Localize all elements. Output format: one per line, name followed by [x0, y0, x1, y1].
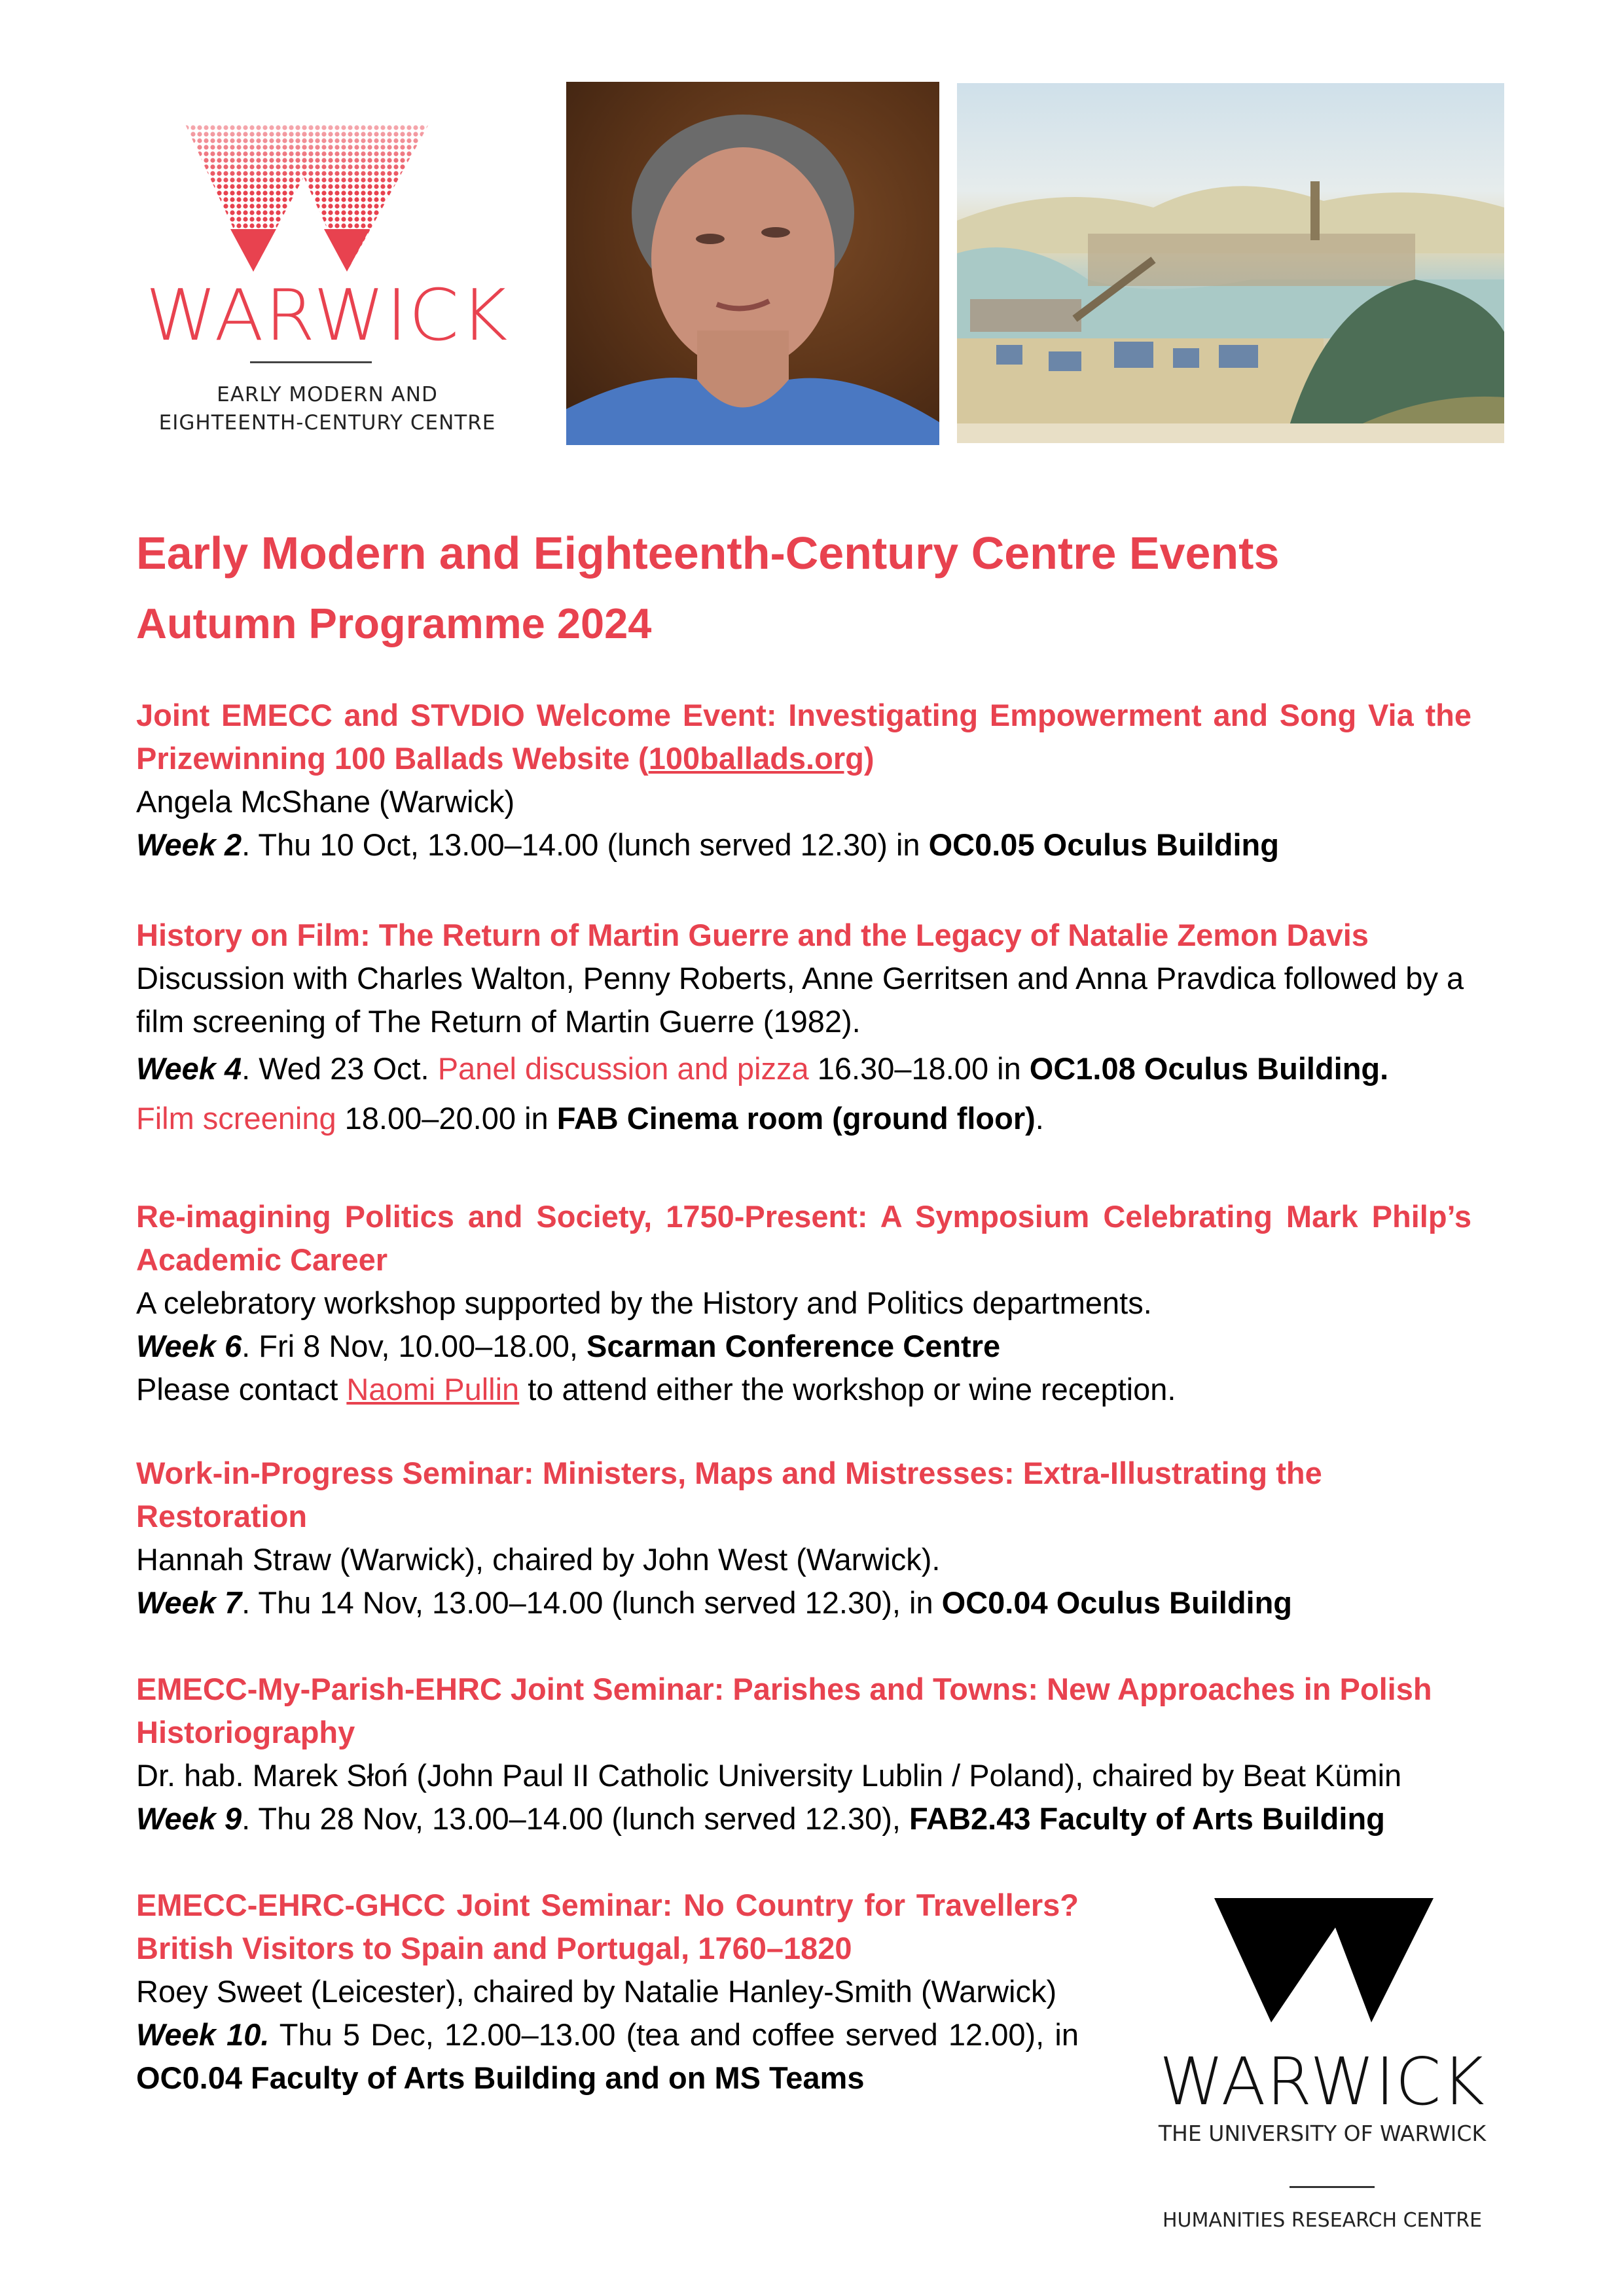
- event-venue-2: FAB Cinema room (ground floor): [556, 1101, 1036, 1136]
- page-title: Early Modern and Eighteenth-Century Centre Events: [136, 528, 1280, 579]
- event-heading: EMECC-EHRC-GHCC Joint Seminar: No Country for Travellers? British Visitors to Spain and Portugal, 1760–1820: [136, 1888, 1079, 1965]
- event-heading: Re-imagining Politics and Society, 1750-Present: A Symposium Celebrating Mark Philp’s Academic Career: [136, 1199, 1471, 1277]
- event-description: Discussion with Charles Walton, Penny Roberts, Anne Gerritsen and Anna Pravdica followed by a film screening of The Return of Martin Guerre (1982).: [136, 961, 1464, 1039]
- warwick-w-halftone-icon: [131, 124, 524, 275]
- event-venue: OC1.08 Oculus Building.: [1029, 1051, 1389, 1086]
- event-schedule: Week 9. Thu 28 Nov, 13.00–14.00 (lunch served 12.30), FAB2.43 Faculty of Arts Building: [136, 1801, 1385, 1836]
- naomi-pullin-link[interactable]: Naomi Pullin: [346, 1372, 520, 1407]
- event-2: [136, 914, 1471, 1140]
- event-3: [136, 1195, 1471, 1411]
- event-venue: OC0.05 Oculus Building: [928, 827, 1279, 862]
- event-schedule: Week 6. Fri 8 Nov, 10.00–18.00, Scarman Conference Centre: [136, 1329, 1001, 1363]
- event-1: [136, 694, 1471, 867]
- event-schedule: Week 10. Thu 5 Dec, 12.00–13.00 (tea and coffee served 12.00), in OC0.04 Faculty of Arts Building and on MS Teams: [136, 2017, 1079, 2095]
- event-heading: EMECC-My-Parish-EHRC Joint Seminar: Parishes and Towns: New Approaches in Polish Historiography: [136, 1672, 1432, 1749]
- event-contact: Please contact Naomi Pullin to attend either the workshop or wine reception.: [136, 1372, 1176, 1407]
- event-schedule: Week 7. Thu 14 Nov, 13.00–14.00 (lunch served 12.30), in OC0.04 Oculus Building: [136, 1585, 1293, 1620]
- cityscape-engraving: [957, 83, 1504, 443]
- hrc-logo-centre: HUMANITIES RESEARCH CENTRE: [1162, 2209, 1483, 2232]
- event-schedule: Week 2. Thu 10 Oct, 13.00–14.00 (lunch served 12.30) in OC0.05 Oculus Building: [136, 827, 1279, 862]
- emecc-logo-subtitle-2: EIGHTEENTH-CENTURY CENTRE: [158, 411, 496, 435]
- hrc-logo-divider: [1290, 2186, 1375, 2188]
- event-heading: History on Film: The Return of Martin Guerre and the Legacy of Natalie Zemon Davis: [136, 918, 1369, 952]
- screening-label: Film screening: [136, 1101, 336, 1136]
- portrait-photo: [566, 82, 939, 445]
- event-schedule-2: Film screening 18.00–20.00 in FAB Cinema room (ground floor).: [136, 1101, 1044, 1136]
- event-description: A celebratory workshop supported by the History and Politics departments.: [136, 1285, 1152, 1320]
- event-speaker: Roey Sweet (Leicester), chaired by Natalie Hanley-Smith (Warwick): [136, 1974, 1057, 2009]
- warwick-w-icon: [1152, 1898, 1492, 2029]
- event-venue: Scarman Conference Centre: [586, 1329, 1001, 1363]
- event-6: [136, 1884, 1079, 2100]
- event-venue: OC0.04 Faculty of Arts Building and on MS Teams: [136, 2060, 865, 2095]
- event-heading: Joint EMECC and STVDIO Welcome Event: Investigating Empowerment and Song Via the Prizewinning 100 Ballads Website (100ballads.org): [136, 698, 1471, 776]
- hrc-logo-university: THE UNIVERSITY OF WARWICK: [1158, 2121, 1487, 2146]
- emecc-logo: [131, 124, 524, 452]
- hrc-logo: [1152, 1898, 1492, 2232]
- event-venue: OC0.04 Oculus Building: [941, 1585, 1293, 1620]
- event-speaker: Dr. hab. Marek Słoń (John Paul II Catholic University Lublin / Poland), chaired by Beat Kümin: [136, 1758, 1402, 1793]
- event-heading: Work-in-Progress Seminar: Ministers, Maps and Mistresses: Extra-Illustrating the Restoration: [136, 1456, 1322, 1534]
- emecc-logo-subtitle-1: EARLY MODERN AND: [217, 383, 438, 406]
- 100ballads-link[interactable]: 100ballads.org: [648, 741, 864, 776]
- event-5: [136, 1668, 1471, 1840]
- hrc-logo-wordmark: WARWICK: [1159, 2043, 1485, 2120]
- panel-label: Panel discussion and pizza: [437, 1051, 809, 1086]
- event-schedule: Week 4. Wed 23 Oct. Panel discussion and pizza 16.30–18.00 in OC1.08 Oculus Building.: [136, 1051, 1389, 1086]
- event-4: [136, 1452, 1471, 1624]
- event-venue: FAB2.43 Faculty of Arts Building: [909, 1801, 1385, 1836]
- event-speaker: Angela McShane (Warwick): [136, 784, 515, 819]
- emecc-logo-wordmark: WARWICK: [145, 275, 509, 357]
- page-subtitle: Autumn Programme 2024: [136, 600, 652, 647]
- event-speaker: Hannah Straw (Warwick), chaired by John West (Warwick).: [136, 1542, 941, 1577]
- emecc-logo-divider: [250, 361, 372, 363]
